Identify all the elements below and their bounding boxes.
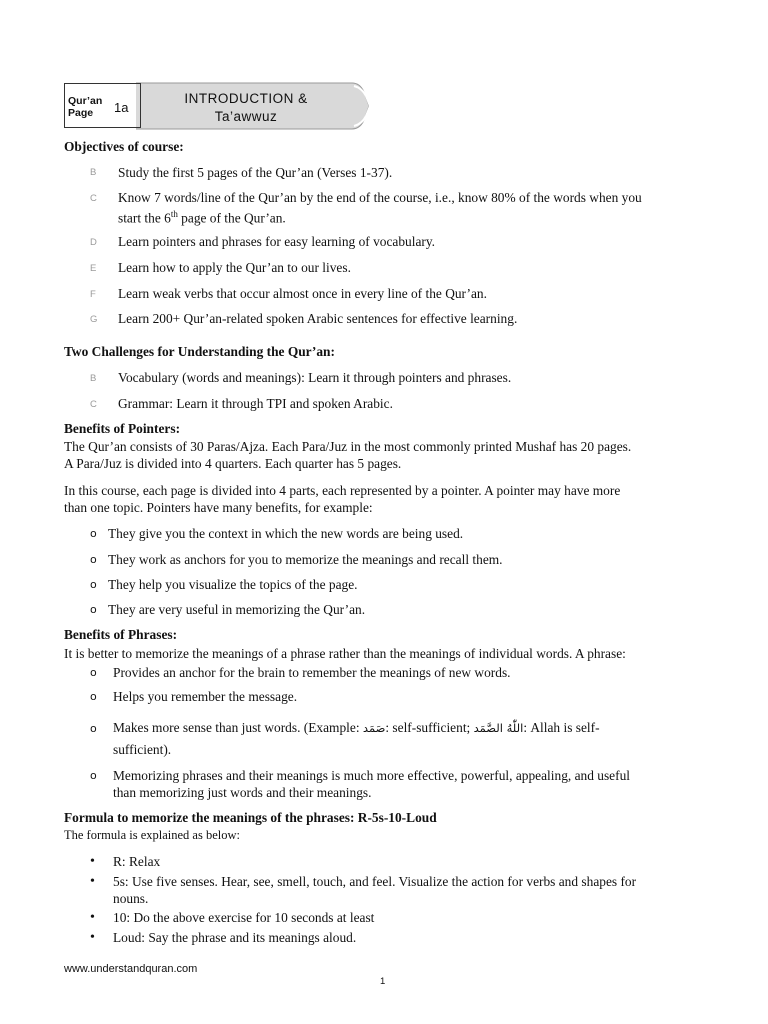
list-item-continued: nouns. [113,891,149,906]
quran-page-label [68,95,102,119]
bullet: • [90,910,95,925]
formula-heading: Formula to memorize the meanings of the phrases: R-5s-10-Loud [64,810,437,825]
circle-bullet: o [90,690,97,703]
list-item: Vocabulary (words and meanings): Learn it through pointers and phrases. [118,370,512,385]
list-item: Provides an anchor for the brain to remember the meanings of new words. [113,665,511,680]
text-fragment: Makes more sense than just words. (Example: [113,720,363,735]
bullet: • [90,854,95,869]
list-marker: C [90,193,97,204]
paragraph-line: The formula is explained as below: [64,828,240,842]
title-line-1: INTRODUCTION & [184,91,308,106]
list-item: Learn weak verbs that occur almost once in every line of the Qur’an. [118,286,487,301]
circle-bullet: o [90,722,97,735]
list-item: Memorizing phrases and their meanings is much more effective, powerful, appealing, and useful [113,768,630,783]
list-item: Grammar: Learn it through TPI and spoken Arabic. [118,396,393,411]
list-marker: F [90,289,96,300]
arabic-word: صَمَد [362,721,386,735]
page-label: Page [68,107,94,119]
list-marker: E [90,263,97,274]
circle-bullet: o [90,769,97,782]
challenges-heading: Two Challenges for Understanding the Qur’an: [64,344,335,359]
text-fragment: : Allah is self- [523,720,600,735]
circle-bullet: o [90,553,97,566]
list-item: Learn how to apply the Qur’an to our lives. [118,260,351,275]
objectives-heading: Objectives of course: [64,139,184,154]
page-title [146,90,346,126]
quran-label: Qur’an [68,95,103,107]
paragraph-line: In this course, each page is divided into 4 parts, each represented by a pointer. A pointer may have more [64,483,621,498]
list-item: Know 7 words/line of the Qur’an by the end of the course, i.e., know 80% of the words when you [118,190,642,205]
chapter-header [64,82,374,132]
list-item: They help you visualize the topics of the page. [108,577,358,592]
paragraph-line: The Qur’an consists of 30 Paras/Ajza. Each Para/Juz in the most commonly printed Mushaf has 20 pages. [64,439,632,454]
paragraph-line: than one topic. Pointers have many benefits, for example: [64,500,373,515]
bullet: • [90,874,95,889]
list-item: Loud: Say the phrase and its meanings aloud. [113,930,357,945]
list-marker: B [90,373,97,384]
list-marker: G [90,314,98,325]
list-item: Helps you remember the message. [113,689,298,704]
circle-bullet: o [90,527,97,540]
circle-bullet: o [90,666,97,679]
list-item: Study the first 5 pages of the Qur’an (Verses 1-37). [118,165,393,180]
list-item: They give you the context in which the new words are being used. [108,526,464,541]
bullet: • [90,930,95,945]
text-fragment: start the 6 [118,210,171,226]
list-item-continued: than memorizing just words and their meanings. [113,785,372,800]
list-item-continued [118,206,286,226]
arabic-phrase: اللّٰهُ الصَّمَد [473,721,524,735]
paragraph-line: It is better to memorize the meanings of a phrase rather than the meanings of individual words. A phrase: [64,646,626,661]
text-fragment: : self-sufficient; [385,720,474,735]
list-item: 10: Do the above exercise for 10 seconds at least [113,910,375,925]
list-item: They are very useful in memorizing the Qur’an. [108,602,366,617]
pointers-heading: Benefits of Pointers: [64,421,181,436]
list-marker: B [90,167,97,178]
list-marker: D [90,237,97,248]
page-number-badge: 1a [114,100,129,115]
paragraph-line: A Para/Juz is divided into 4 quarters. Each quarter has 5 pages. [64,456,402,471]
list-item: R: Relax [113,854,161,869]
list-item: Learn pointers and phrases for easy learning of vocabulary. [118,234,436,249]
page-number: 1 [380,976,386,987]
example-line [113,719,705,737]
circle-bullet: o [90,578,97,591]
title-line-2: Ta’awwuz [214,109,278,124]
superscript: th [170,209,178,219]
list-item: Learn 200+ Qur’an-related spoken Arabic sentences for effective learning. [118,311,518,326]
footer-url[interactable]: www.understandquran.com [64,963,198,975]
circle-bullet: o [90,603,97,616]
list-item-continued: sufficient). [113,742,172,757]
list-item: They work as anchors for you to memorize the meanings and recall them. [108,552,503,567]
list-item: 5s: Use five senses. Hear, see, smell, touch, and feel. Visualize the action for verbs and shapes for [113,874,637,889]
phrases-heading: Benefits of Phrases: [64,627,178,642]
text-fragment: page of the Qur’an. [177,210,286,226]
list-marker: C [90,399,97,410]
